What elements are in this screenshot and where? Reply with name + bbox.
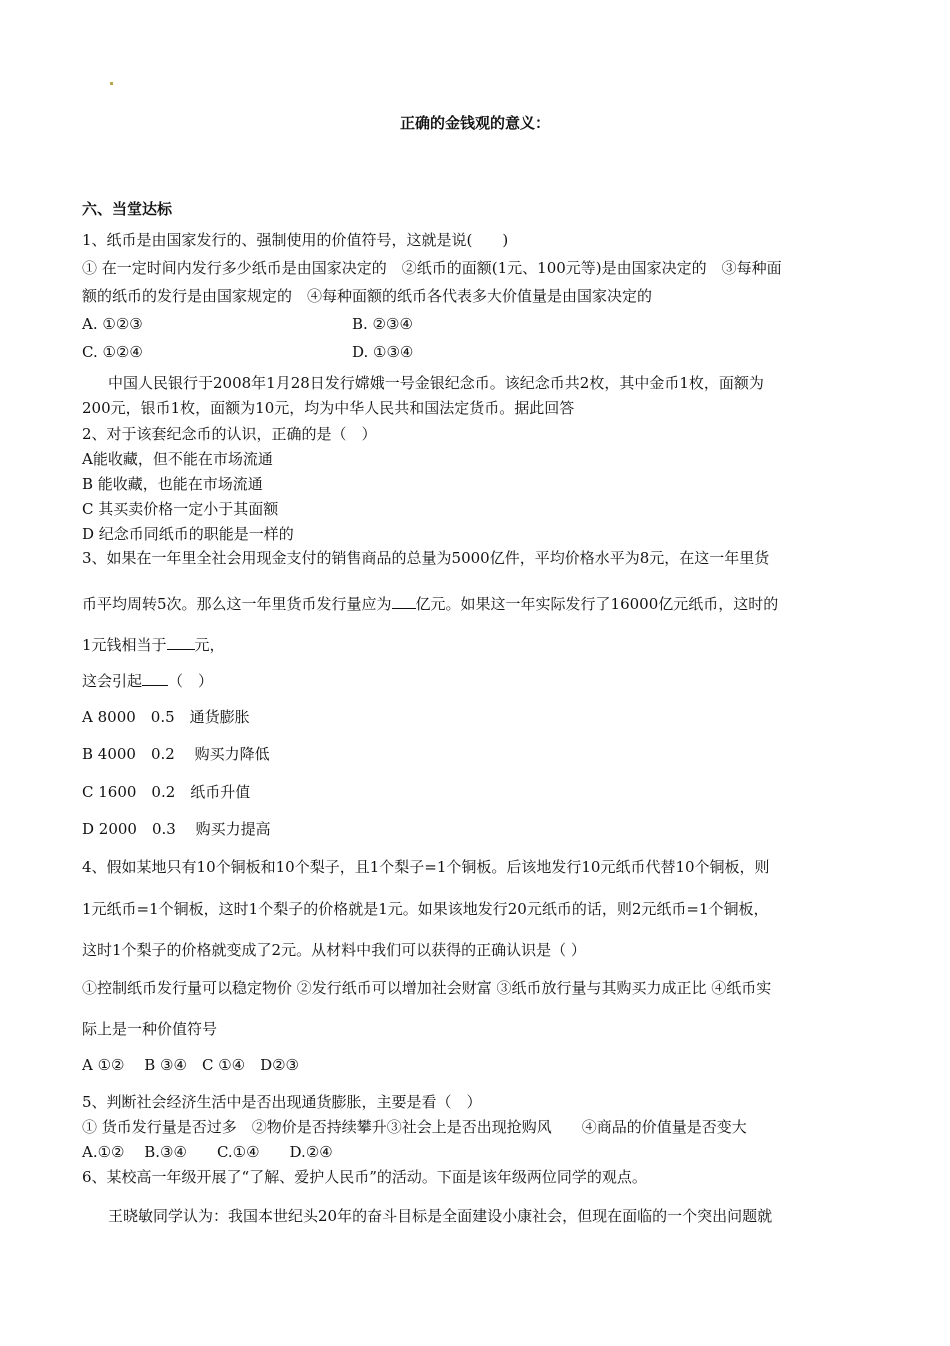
q4-line4: ①控制纸币发行量可以稳定物价 ②发行纸币可以增加社会财富 ③纸币放行量与其购买力成正比 ④纸币实 [82,979,772,997]
q5-stem: 5、判断社会经济生活中是否出现通货膨胀，主要是看（ ） [82,1093,482,1111]
q3-line3 [82,633,225,655]
q3-line2 [82,592,778,614]
q4-line3: 这时1个梨子的价格就变成了2元。从材料中我们可以获得的正确认识是（ ） [82,941,586,959]
decorative-dot [110,82,113,85]
q1-choice-b: B. ②③④ [352,315,413,333]
q3-option-d: D 2000 0.3 购买力提高 [82,820,271,838]
q3-blank-2 [167,633,195,650]
material-line1: 中国人民银行于2008年1月28日发行嫦娥一号金银纪念币。该纪念币共2枚，其中金币1枚，面额为 [108,374,764,392]
q3-option-b: B 4000 0.2 购买力降低 [82,745,270,763]
q5-options: ① 货币发行量是否过多 ②物价是否持续攀升③社会上是否出现抢购风 ④商品的价值量是否变大 [82,1118,747,1136]
q1-choice-a: A. ①②③ [82,315,143,333]
q4-line2: 1元纸币=1个铜板，这时1个梨子的价格就是1元。如果该地发行20元纸币的话，则2元纸币=1个铜板， [82,900,769,918]
q3-line2-text-b: 亿元。如果这一年实际发行了16000亿元纸币，这时的 [415,595,779,613]
q2-stem: 2、对于该套纪念币的认识，正确的是（ ） [82,425,377,443]
q3-option-a: A 8000 0.5 通货膨胀 [82,708,250,726]
q5-choices: A.①② B.③④ C.①④ D.②④ [82,1143,333,1161]
q2-option-b: B 能收藏，也能在市场流通 [82,475,263,493]
page-heading: 正确的金钱观的意义： [399,114,550,132]
q3-option-c: C 1600 0.2 纸币升值 [82,783,251,801]
q3-line3-text-a: 1元钱相当于 [82,636,167,654]
q3-line4-text-a: 这会引起 [82,672,143,690]
material-line2: 200元，银币1枚，面额为10元，均为中华人民共和国法定货币。据此回答 [82,399,575,417]
q3-line2-text-a: 币平均周转5次。那么这一年里货币发行量应为 [82,595,392,613]
section-title: 六、当堂达标 [82,200,173,218]
q2-option-c: C 其买卖价格一定小于其面额 [82,500,279,518]
q1-options-line2: 额的纸币的发行是由国家规定的 ④每种面额的纸币各代表多大价值量是由国家决定的 [82,287,653,305]
q3-line3-text-b: 元， [194,636,225,654]
q3-blank-1 [392,592,416,609]
q3-line4-text-b: （ ） [168,672,214,690]
q4-choices: A ①② B ③④ C ①④ D②③ [82,1056,300,1074]
q1-options-line1: ① 在一定时间内发行多少纸币是由国家决定的 ②纸币的面额(1元、100元等)是由国家决定的 ③每种面 [82,259,782,277]
q6-stem: 6、某校高一年级开展了“了解、爱护人民币”的活动。下面是该年级两位同学的观点。 [82,1168,647,1186]
q2-option-d: D 纪念币同纸币的职能是一样的 [82,525,294,543]
q3-blank-3 [142,669,168,686]
q4-line5: 际上是一种价值符号 [82,1020,218,1038]
q3-line1: 3、如果在一年里全社会用现金支付的销售商品的总量为5000亿件，平均价格水平为8元，在这一年里货 [82,549,770,567]
q2-option-a: A能收藏，但不能在市场流通 [82,450,273,468]
q3-line4 [82,669,213,691]
q4-line1: 4、假如某地只有10个铜板和10个梨子，且1个梨子=1个铜板。后该地发行10元纸币代替10个铜板，则 [82,858,770,876]
q1-choice-d: D. ①③④ [352,343,414,361]
q6-line1: 王晓敏同学认为：我国本世纪头20年的奋斗目标是全面建设小康社会，但现在面临的一个突出问题就 [108,1207,773,1225]
q1-stem: 1、纸币是由国家发行的、强制使用的价值符号，这就是说( ) [82,231,509,249]
q1-choice-c: C. ①②④ [82,343,143,361]
